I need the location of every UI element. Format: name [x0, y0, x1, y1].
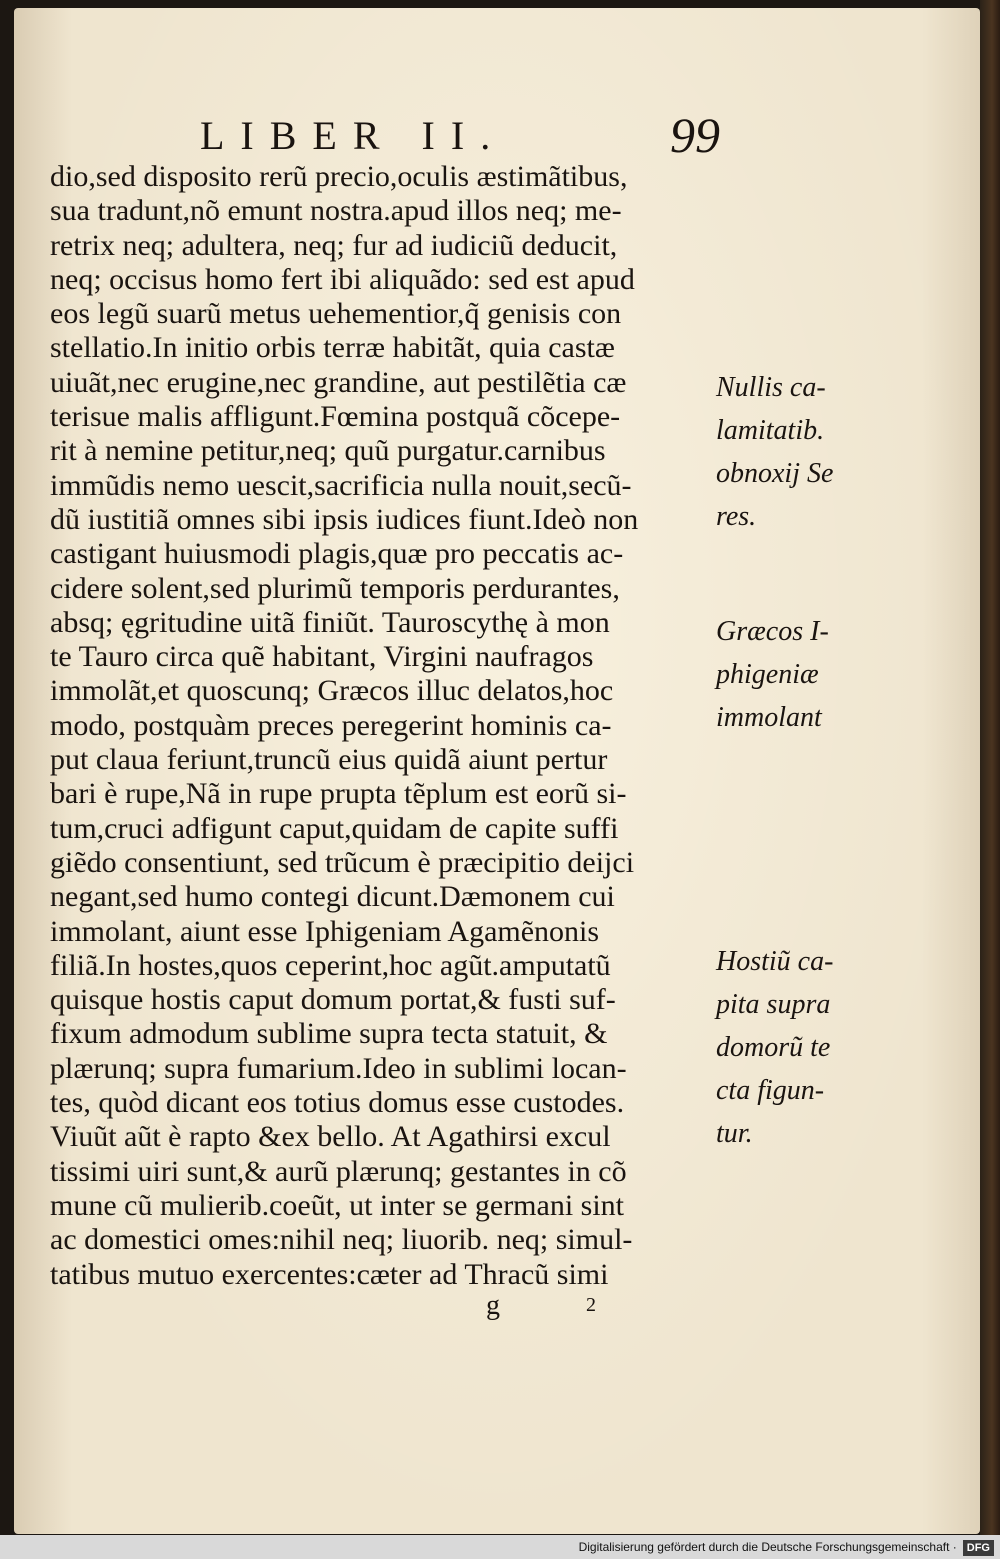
text-line: terisue malis affligunt.Fœmina postquã cõcepe-	[50, 400, 621, 434]
text-line: dio,sed disposito rerũ precio,oculis æstimãtibus,	[50, 160, 628, 193]
text-line: eos legũ suarũ metus uehementior,q̃ genisis con	[50, 297, 622, 331]
marginal-note-hostium-capita	[716, 940, 856, 1155]
marginal-line: immolant	[716, 702, 822, 733]
text-line: quisque hostis caput domum portat,& fusti suf-	[50, 983, 616, 1017]
text-line: tissimi uiri sunt,& aurũ plærunq; gestantes in cõ	[50, 1154, 627, 1188]
text-line: dũ iustitiã omnes sibi ipsis iudices fiunt.Ideò non	[50, 502, 639, 536]
text-line: immolant, aiunt esse Iphigeniam Agamẽnonis	[50, 914, 600, 948]
text-line: tes, quòd dicant eos totius domus esse custodes.	[50, 1086, 625, 1120]
text-line: uiuãt,nec erugine,nec grandine, aut pestilẽtia cæ	[50, 365, 627, 399]
text-line: giẽdo consentiunt, sed trũcum è præcipitio deijci	[50, 845, 635, 879]
text-line: castigant huiusmodi plagis,quæ pro peccatis ac-	[50, 537, 624, 571]
text-line: rit à nemine petitur,neq; quũ purgatur.carnibus	[50, 434, 606, 468]
marginal-line: Græcos I-	[716, 616, 829, 647]
marginal-line: cta figun-	[716, 1075, 825, 1106]
book-edge	[980, 0, 1000, 1559]
text-line: put claua feriunt,truncũ eius quidã aiunt pertur	[50, 743, 608, 777]
marginal-line: tur.	[716, 1118, 753, 1149]
marginal-line: Hostiũ ca-	[716, 946, 834, 977]
text-line: immolãt,et quoscunq; Græcos illuc delatos,hoc	[50, 674, 614, 708]
marginal-line: pita supra	[716, 989, 831, 1020]
marginal-note-calamities	[716, 366, 856, 538]
text-line: absq; ęgritudine uitã finiũt. Tauroscythę à mon	[50, 605, 610, 639]
signature-number: 2	[586, 1294, 596, 1316]
text-line: mune cũ mulierib.coeũt, ut inter se germani sint	[50, 1188, 625, 1222]
text-line: tum,cruci adfigunt caput,quidam de capite suffi	[50, 811, 619, 845]
marginal-note-iphigenia	[716, 610, 856, 739]
text-line: neq; occisus homo fert ibi aliquãdo: sed est apud	[50, 262, 635, 296]
signature-mark	[486, 1290, 596, 1322]
main-text-block	[50, 160, 710, 1292]
marginal-line: Nullis ca-	[716, 372, 826, 403]
text-line: immũdis nemo uescit,sacrificia nulla nouit,secũ-	[50, 468, 632, 502]
text-line: modo, postquàm preces peregerint hominis ca-	[50, 708, 612, 742]
text-line: plærunq; supra fumarium.Ideo in sublimi locan-	[50, 1051, 627, 1085]
text-line: fixum admodum sublime supra tecta statuit, &	[50, 1017, 608, 1051]
text-line: negant,sed humo contegi dicunt.Dæmonem cui	[50, 880, 615, 914]
text-line: sua tradunt,nõ emunt nostra.apud illos neq; me-	[50, 194, 622, 228]
marginal-line: phigeniæ	[716, 659, 819, 690]
text-line: ac domestici omes:nihil neq; liuorib. neq; simul-	[50, 1223, 633, 1257]
text-line: stellatio.In initio orbis terræ habitãt, quia castæ	[50, 331, 615, 365]
marginal-line: domorũ te	[716, 1032, 831, 1063]
marginal-line: lamitatib.	[716, 415, 825, 446]
dfg-logo: DFG	[963, 1540, 994, 1556]
signature-letter: g	[486, 1290, 500, 1321]
text-line: retrix neq; adultera, neq; fur ad iudiciũ deducit,	[50, 228, 618, 262]
marginal-line: obnoxij Se	[716, 458, 834, 489]
text-line: te Tauro circa quẽ habitant, Virgini naufragos	[50, 640, 594, 674]
text-line: bari è rupe,Nã in rupe prupta tẽplum est eorũ si-	[50, 777, 627, 811]
text-line: filiã.In hostes,quos ceperint,hoc agũt.amputatũ	[50, 948, 611, 982]
text-line: Viuũt aũt è rapto &ex bello. At Agathirsi excul	[50, 1120, 611, 1154]
text-line: cidere solent,sed plurimũ temporis perdurantes,	[50, 571, 620, 605]
digitization-footer	[0, 1535, 1000, 1559]
text-line: tatibus mutuo exercentes:cæter ad Thracũ simi	[50, 1257, 609, 1291]
folio-number: 99	[670, 107, 720, 163]
running-title: LIBER II.	[200, 113, 507, 158]
page-header	[200, 107, 720, 163]
footer-credit: Digitalisierung gefördert durch die Deutsche Forschungsgemeinschaft ·	[578, 1540, 957, 1554]
marginal-line: res.	[716, 501, 757, 532]
